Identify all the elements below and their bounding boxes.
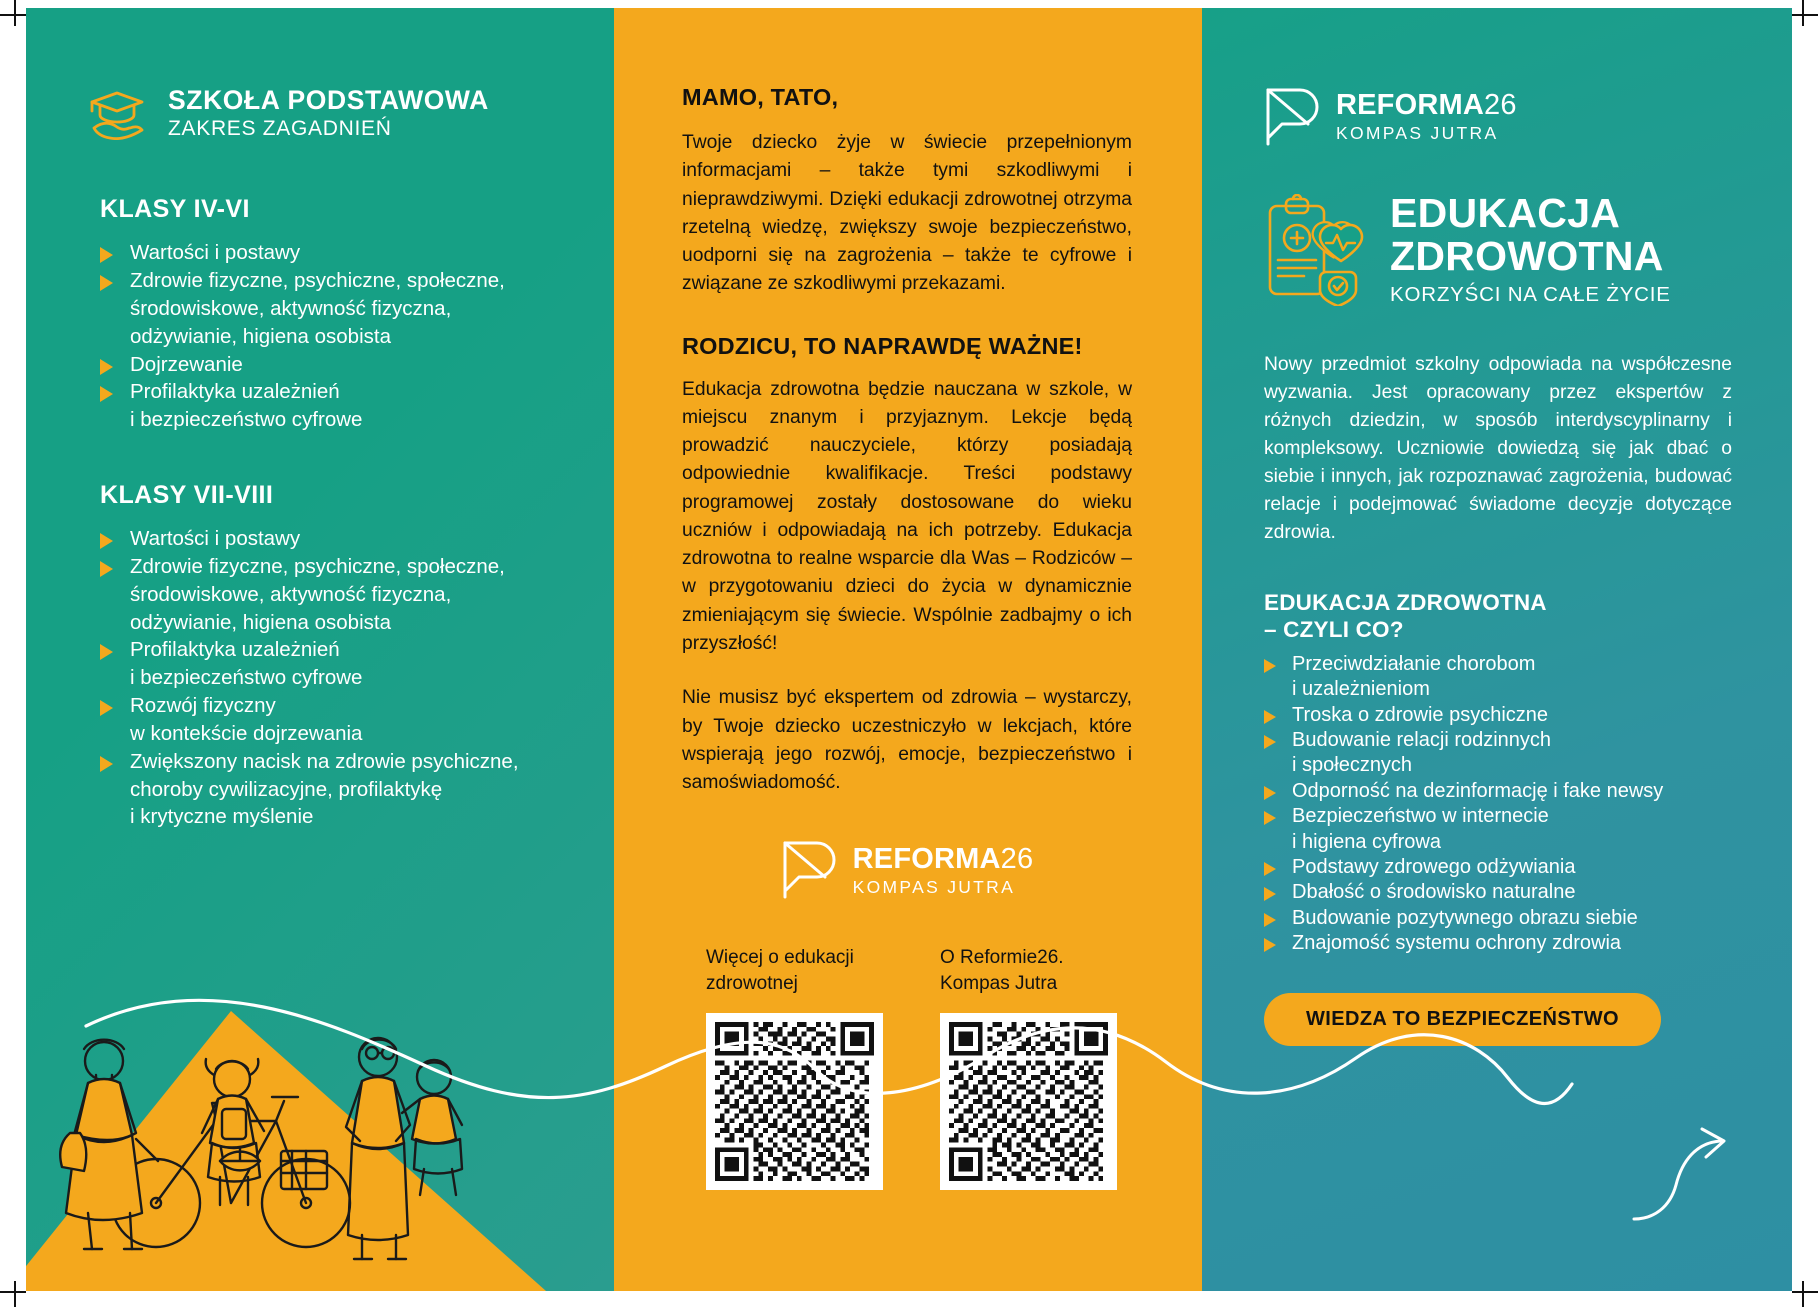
- list-item: [100, 407, 614, 433]
- logo-tagline: KOMPAS JUTRA: [1336, 123, 1499, 144]
- list-item: [100, 804, 614, 830]
- list-item: [100, 582, 614, 608]
- list-item: [100, 268, 614, 294]
- left-header-title: SZKOŁA PODSTAWOWA: [168, 85, 489, 115]
- list-item: [100, 324, 614, 350]
- list-item-label: i społecznych: [1292, 754, 1413, 777]
- crop-mark: [14, 0, 16, 26]
- right-list-heading: [1264, 589, 1732, 644]
- page-title-line2: ZDROWOTNA: [1390, 232, 1664, 279]
- list-item-label: Zwiększony nacisk na zdrowie psychiczne,: [130, 749, 519, 773]
- triangle-bullet-icon: [1264, 887, 1276, 901]
- list-item: [100, 693, 614, 719]
- list-item: [100, 554, 614, 580]
- list-item: [1264, 880, 1732, 905]
- triangle-bullet-icon: [100, 533, 113, 549]
- list-item-label: i krytyczne myślenie: [130, 805, 314, 829]
- logo-tagline: KOMPAS JUTRA: [852, 876, 1016, 897]
- triangle-bullet-icon: [100, 561, 113, 577]
- list-item-label: choroby cywilizacyjne, profilaktykę: [130, 777, 443, 801]
- triangle-bullet-icon: [100, 644, 113, 660]
- list-item: [100, 379, 614, 405]
- list-item-label: Wartości i postawy: [130, 527, 301, 551]
- logo-name: REFORMA: [852, 842, 1001, 875]
- right-paragraph: Nowy przedmiot szkolny odpowiada na współczesne wyzwania. Jest opracowany przez ekspertów z różnych dziedzin, w sposób interdyscyplinarny i kompleksowy. Uczniowie dowiedzą się jak dbać o siebie i innych, jak rozpoznawać zagrożenia, budować relacje i podejmować świadome decyzje dotyczące zdrowia.: [1264, 354, 1732, 544]
- logo-number: 26: [1484, 89, 1517, 122]
- list-item-label: Zdrowie fizyczne, psychiczne, społeczne,: [130, 554, 505, 578]
- list-item-label: Dbałość o środowisko naturalne: [1292, 881, 1576, 904]
- list-item-label: środowiskowe, aktywność fizyczna,: [130, 582, 452, 606]
- qr-code-graphic: [949, 1022, 1108, 1181]
- list-item-label: Dojrzewanie: [130, 352, 243, 376]
- list-item-label: Podstawy zdrowego odżywiania: [1292, 856, 1576, 879]
- list-item-label: Profilaktyka uzależnień: [130, 380, 340, 404]
- triangle-bullet-icon: [1264, 659, 1276, 673]
- list-item: [1264, 753, 1732, 778]
- list-item: [1264, 652, 1732, 677]
- list-item-label: Profilaktyka uzależnień: [130, 638, 340, 662]
- list-item-label: środowiskowe, aktywność fizyczna,: [130, 296, 452, 320]
- triangle-bullet-icon: [1264, 710, 1276, 724]
- page-title: [1390, 192, 1671, 277]
- qr-item: [940, 945, 1132, 1190]
- right-title-block: [1264, 192, 1732, 307]
- middle-content: [614, 8, 1202, 1190]
- crop-mark: [1792, 1291, 1818, 1293]
- triangle-bullet-icon: [100, 359, 113, 375]
- arrow-swirl-decoration-icon: [1630, 1123, 1750, 1233]
- list-item-label: Wartości i postawy: [130, 241, 301, 265]
- list-item: [100, 777, 614, 803]
- triangle-bullet-icon: [1264, 862, 1276, 876]
- triangle-bullet-icon: [1264, 786, 1276, 800]
- left-header: [88, 86, 614, 141]
- list-item-label: odżywianie, higiena osobista: [130, 324, 391, 348]
- qr-code-edukacja-zdrowotna[interactable]: [706, 1013, 883, 1190]
- crop-mark: [0, 1291, 26, 1293]
- middle-paragraph-2: Edukacja zdrowotna będzie nauczana w szkole, w miejscu znanym i przyjaznym. Lekcje będą prowadzić nauczyciele, którzy posiadają odpowiednie kwalifikacje. Treści podstawy programowej zostały dostosowane do wieku uczniów i odpowiadają na ich potrzeby. Edukacja zdrowotna to realne wsparcie dla Was – Rodziców – w przygotowaniu dzieci do życia w dynamicznie zmieniającym się świecie. Wspólnie zadbajmy o ich przyszłość!: [682, 378, 1132, 654]
- list-item: [100, 296, 614, 322]
- list-item: [1264, 703, 1732, 728]
- triangle-bullet-icon: [1264, 938, 1276, 952]
- list-klasy-iv-vi: [88, 240, 614, 433]
- logo-wordmark: [852, 842, 1034, 875]
- middle-heading-mamo-tato: MAMO, TATO,: [682, 84, 839, 110]
- list-item: [1264, 906, 1732, 931]
- triangle-bullet-icon: [100, 756, 113, 772]
- qr-label: Więcej o edukacji zdrowotnej: [706, 947, 854, 994]
- list-item-label: i bezpieczeństwo cyfrowe: [130, 408, 363, 432]
- list-item-label: Przeciwdziałanie chorobom: [1292, 652, 1536, 675]
- list-item: [1264, 931, 1732, 956]
- panel-right-overview: [1202, 8, 1792, 1291]
- list-item: [100, 637, 614, 663]
- list-item-label: Znajomość systemu ochrony zdrowia: [1292, 932, 1622, 955]
- middle-paragraph-3: Nie musisz być ekspertem od zdrowia – wystarczy, by Twoje dziecko uczestniczyło w lekcjach, które wspierają jego rozwój, emocje, bezpieczeństwo i samoświadomość.: [682, 687, 1132, 794]
- left-header-subtitle: ZAKRES ZAGADNIEŃ: [168, 117, 392, 141]
- right-content: [1202, 8, 1792, 1046]
- group-title-klasy-iv-vi: KLASY IV-VI: [100, 195, 250, 224]
- crop-mark: [1802, 1281, 1804, 1307]
- status-badge: WIEDZA TO BEZPIECZEŃSTWO: [1264, 993, 1661, 1046]
- logo-name: REFORMA: [1336, 89, 1485, 122]
- brochure-sheet: [26, 8, 1792, 1291]
- right-reforma-logo: [1264, 86, 1732, 148]
- triangle-bullet-icon: [1264, 913, 1276, 927]
- crop-mark: [0, 14, 26, 16]
- list-item: [1264, 779, 1732, 804]
- list-item: [100, 749, 614, 775]
- triangle-bullet-icon: [1264, 811, 1276, 825]
- middle-heading-rodzicu: RODZICU, TO NAPRAWDĘ WAŻNE!: [682, 332, 1083, 359]
- crop-mark: [1792, 14, 1818, 16]
- list-item: [1264, 855, 1732, 880]
- list-item-label: Rozwój fizyczny: [130, 694, 276, 718]
- qr-label: O Reformie26. Kompas Jutra: [940, 947, 1064, 994]
- list-item-label: Troska o zdrowie psychiczne: [1292, 703, 1549, 726]
- right-benefits-list: [1264, 652, 1732, 957]
- panel-left-curriculum: [26, 8, 614, 1291]
- crop-mark: [1802, 0, 1804, 26]
- qr-item: [706, 945, 898, 1190]
- triangle-bullet-icon: [100, 700, 113, 716]
- list-item: [100, 240, 614, 266]
- qr-code-reforma26[interactable]: [940, 1013, 1117, 1190]
- list-item-label: odżywianie, higiena osobista: [130, 610, 391, 634]
- list-item: [1264, 830, 1732, 855]
- triangle-bullet-icon: [1264, 735, 1276, 749]
- crop-mark: [14, 1281, 16, 1307]
- list-item: [100, 665, 614, 691]
- qr-section: [706, 945, 1132, 1190]
- triangle-bullet-icon: [100, 275, 113, 291]
- list-item: [100, 526, 614, 552]
- list-item: [100, 721, 614, 747]
- graduation-cap-hand-icon: [88, 88, 146, 140]
- list-item-label: i bezpieczeństwo cyfrowe: [130, 666, 363, 690]
- list-item-label: i uzależnieniom: [1292, 678, 1430, 701]
- list-item: [100, 610, 614, 636]
- list-item: [1264, 677, 1732, 702]
- triangle-bullet-icon: [100, 386, 113, 402]
- logo-number: 26: [1000, 842, 1034, 875]
- list-item-label: Budowanie pozytywnego obrazu siebie: [1292, 906, 1638, 929]
- list-item-label: Zdrowie fizyczne, psychiczne, społeczne,: [130, 269, 505, 293]
- left-content: [26, 8, 614, 830]
- list-item-label: Budowanie relacji rodzinnych: [1292, 729, 1552, 752]
- list-item-label: w kontekście dojrzewania: [130, 721, 363, 745]
- group-title-klasy-vii-viii: KLASY VII-VIII: [100, 481, 274, 510]
- health-clipboard-heart-shield-icon: [1264, 194, 1366, 306]
- list-item-label: Bezpieczeństwo w internecie: [1292, 805, 1549, 828]
- page-subtitle: KORZYŚCI NA CAŁE ŻYCIE: [1390, 283, 1671, 307]
- family-with-bicycle-illustration: [26, 861, 614, 1291]
- reforma-flag-logo-icon: [1264, 86, 1320, 148]
- logo-wordmark: [1336, 91, 1517, 120]
- list-item: [1264, 728, 1732, 753]
- middle-paragraph-1: Twoje dziecko żyje w świecie przepełnionym informacjami – także tymi szkodliwymi i nieprawdziwymi. Dzięki edukacji zdrowotnej otrzyma rzetelną wiedzę, zwiększy swoje bezpieczeństwo, uodporni się na zagrożenia – także te cyfrowe i związane ze szkodliwymi przekazami.: [682, 132, 1132, 295]
- triangle-bullet-icon: [100, 247, 113, 263]
- panel-middle-parents: [614, 8, 1202, 1291]
- right-list-heading-line2: – CZYLI CO?: [1264, 617, 1404, 643]
- list-item-label: Odporność na dezinformację i fake newsy: [1292, 779, 1664, 802]
- list-item-label: i higiena cyfrowa: [1292, 830, 1441, 853]
- list-item: [1264, 804, 1732, 829]
- list-klasy-vii-viii: [88, 526, 614, 830]
- page-title-line1: EDUKACJA: [1390, 190, 1621, 236]
- reforma-flag-logo-icon: [781, 839, 837, 901]
- list-item: [100, 352, 614, 378]
- middle-reforma-logo: [682, 839, 1132, 901]
- qr-code-graphic: [715, 1022, 874, 1181]
- right-list-heading-line1: EDUKACJA ZDROWOTNA: [1264, 590, 1547, 616]
